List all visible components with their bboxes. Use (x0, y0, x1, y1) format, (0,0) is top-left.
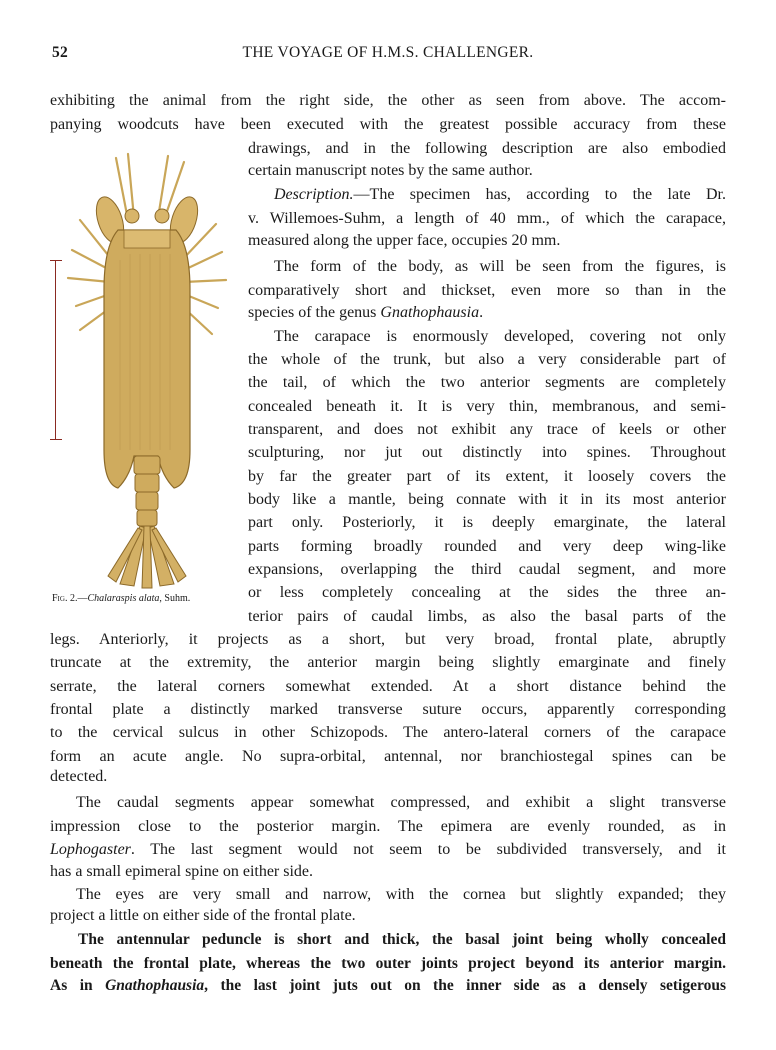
text-line (248, 185, 726, 205)
text-span: As in (50, 977, 106, 994)
text-line: expansions, overlapping the third caudal segment, and more (248, 561, 726, 578)
crustacean-illustration (50, 150, 240, 590)
text-span: —The specimen has, according to the late Dr. (353, 186, 726, 203)
text-line: serrate, the lateral corners somewhat extended. At a short distance behind the (50, 678, 726, 695)
text-line: frontal plate a distinctly marked transverse suture occurs, apparently corresponding (50, 701, 726, 718)
text-line: parts forming broadly rounded and very deep wing-like (248, 538, 726, 555)
genus-name: Gnathophausia (380, 304, 480, 321)
text-line: transparent, and does not exhibit any trace of keels or other (248, 421, 726, 438)
text-line (50, 976, 726, 996)
section-label: Description. (274, 186, 354, 203)
text-line: certain manuscript notes by the same author. (248, 162, 533, 179)
text-line: exhibiting the animal from the right side, the other as seen from above. The accom- (50, 92, 726, 109)
text-line: impression close to the posterior margin. The epimera are evenly rounded, as in (50, 818, 726, 835)
text-line: sculpturing, nor jut out distinctly into spines. Throughout (248, 444, 726, 461)
text-line: beneath the frontal plate, whereas the two outer joints project beyond its anterior margin. (50, 955, 726, 972)
specimen-figure (50, 150, 240, 590)
text-line: v. Willemoes-Suhm, a length of 40 mm., of which the carapace, (248, 210, 726, 227)
text-line: by far the greater part of its extent, it loosely covers the (248, 468, 726, 485)
text-line: form an acute angle. No supra-orbital, antennal, nor branchiostegal spines can be (50, 748, 726, 765)
text-span: . (479, 304, 484, 321)
text-span: , the last joint juts out on the inner side as a densely setigerous (204, 977, 726, 994)
page-header (50, 44, 726, 66)
figure-caption (52, 593, 242, 604)
text-line: The form of the body, as will be seen from the figures, is (274, 258, 726, 275)
text-span: species of the genus (248, 304, 381, 321)
text-line: terior pairs of caudal limbs, as also the basal parts of the (248, 608, 726, 625)
text-line: measured along the upper face, occupies 20 mm. (248, 232, 561, 249)
text-line: The caudal segments appear somewhat compressed, and exhibit a slight transverse (76, 794, 726, 811)
text-line: The antennular peduncle is short and thick, the basal joint being wholly concealed (78, 931, 726, 948)
text-line: concealed beneath it. It is very thin, membranous, and semi- (248, 398, 726, 415)
figure-label: Fig. 2.— (52, 593, 88, 604)
text-line: to the cervical sulcus in other Schizopods. The antero-lateral corners of the carapace (50, 724, 726, 741)
text-line: project a little on either side of the frontal plate. (50, 907, 356, 924)
text-line (248, 303, 726, 323)
text-line: has a small epimeral spine on either side. (50, 863, 314, 880)
text-line: The eyes are very small and narrow, with the cornea but slightly expanded; they (76, 886, 726, 903)
text-line: comparatively short and thickset, even more so than in the (248, 282, 726, 299)
text-line: drawings, and in the following description are also embodied (248, 140, 726, 157)
text-line: body like a mantle, being connate with it in its most anterior (248, 491, 726, 508)
text-line: The carapace is enormously developed, covering not only (274, 328, 726, 345)
text-line: legs. Anteriorly, it projects as a short, but very broad, frontal plate, abruptly (50, 631, 726, 648)
running-head: THE VOYAGE OF H.M.S. CHALLENGER. (242, 44, 534, 61)
genus-name: Gnathophausia (105, 977, 205, 994)
figure-author: , Suhm. (159, 593, 191, 604)
text-line: the tail, of which the two anterior segments are completely (248, 374, 726, 391)
text-line (50, 840, 726, 860)
text-line: detected. (50, 768, 108, 785)
genus-name: Lophogaster (50, 841, 131, 858)
text-line: part only. Posteriorly, it is deeply emarginate, the lateral (248, 514, 726, 531)
page-number: 52 (52, 44, 69, 61)
text-line: the whole of the trunk, but also a very considerable part of (248, 351, 726, 368)
text-line: truncate at the extremity, the anterior margin being slightly emarginate and finely (50, 654, 726, 671)
text-line: or less completely concealing at the sides the three an- (248, 584, 726, 601)
figure-species: Chalaraspis alata (87, 593, 160, 604)
text-line: panying woodcuts have been executed with the greatest possible accuracy from these (50, 116, 726, 133)
text-span: . The last segment would not seem to be subdivided transversely, and it (130, 841, 726, 858)
